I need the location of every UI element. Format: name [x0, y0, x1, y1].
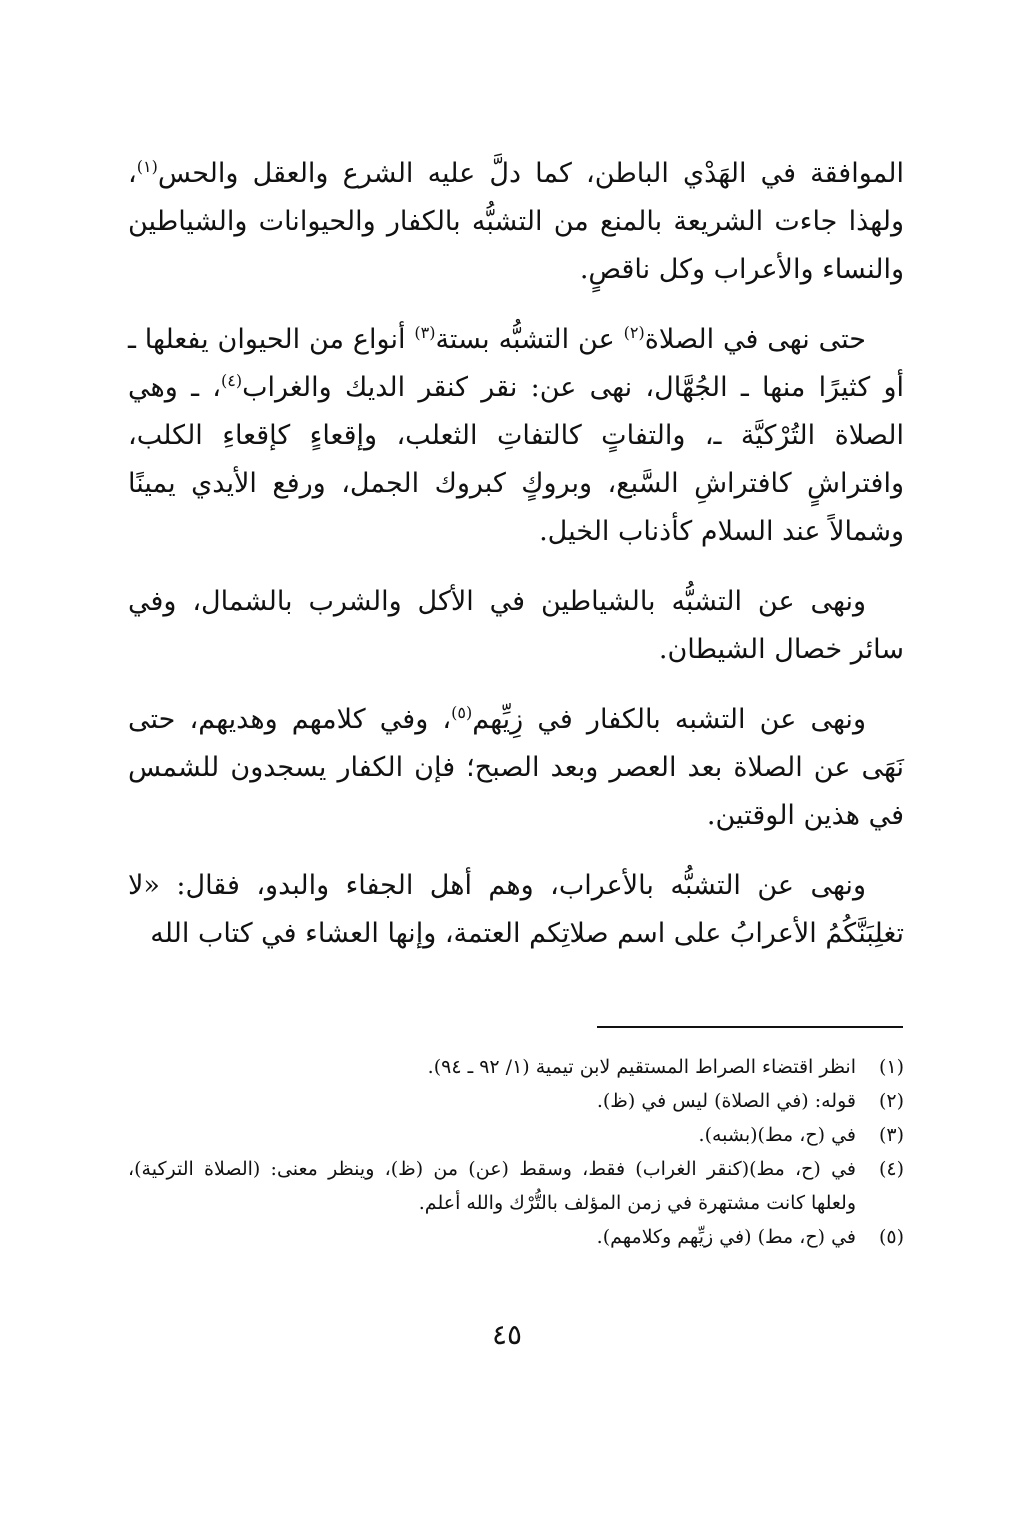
paragraph-text: ، وفي كلامهم وهديهم، حتى نَهَى عن الصلاة بعد العصر وبعد الصبح؛ فإن الكفار يسجدون للشمس في هذين الوقتين. — [128, 704, 904, 831]
footnote-number: (٢) — [878, 1090, 904, 1112]
footnote-text: في (ح، مط) (في زيِّهم وكلامهم). — [596, 1226, 856, 1248]
paragraph-text: ونهى عن التشبه بالكفار في زِيِّهم — [472, 704, 866, 735]
paragraph-text: ، ولهذا جاءت الشريعة بالمنع من التشبُّه بالكفار والحيوانات والشياطين والنساء والأعراب وكل ناقصٍ. — [128, 158, 904, 285]
footnote-number: (٣) — [878, 1124, 904, 1146]
paragraph-text: ونهى عن التشبُّه بالشياطين في الأكل والشرب بالشمال، وفي سائر خصال الشيطان. — [128, 586, 904, 665]
footnote — [128, 1118, 904, 1152]
paragraph-text: الموافقة في الهَدْي الباطن، كما دلَّ عليه الشرع والعقل والحس — [157, 158, 904, 189]
paragraph — [128, 696, 904, 840]
footnote-marker: (١) — [136, 157, 158, 176]
page-number: ٤٥ — [491, 1318, 523, 1351]
footnote-text: انظر اقتضاء الصراط المستقيم لابن تيمية (١/ ٩٢ ـ ٩٤). — [427, 1056, 856, 1078]
footnote-marker: (٤) — [220, 371, 243, 390]
paragraph-text: عن التشبُّه بستة — [435, 324, 624, 355]
footnote — [128, 1084, 904, 1118]
footnote-marker: (٣) — [414, 323, 436, 342]
footnote-number: (١) — [878, 1056, 904, 1078]
paragraph — [128, 578, 904, 674]
footnote-marker: (٢) — [623, 323, 645, 342]
paragraph-text: حتى نهى في الصلاة — [644, 324, 866, 355]
paragraph-text: أنواع من الحيوان يفعلها ـ أو كثيرًا منها ـ الجُهَّال، نهى عن: نقر كنقر الديك والغراب — [128, 324, 904, 403]
paragraph — [128, 150, 904, 294]
footnote — [128, 1152, 904, 1220]
footnote-separator — [597, 1026, 903, 1028]
main-text — [128, 150, 904, 980]
footnote-marker: (٥) — [451, 703, 473, 722]
paragraph-text: ونهى عن التشبُّه بالأعراب، وهم أهل الجفاء والبدو، فقال: «لا تغلِبَنَّكُمُ الأعرابُ على اسم صلاتِكم العتمة، وإنها العشاء في كتاب الله — [128, 870, 904, 949]
footnote-text: في (ح، مط)(كنقر الغراب) فقط، وسقط (عن) من (ظ)، وينظر معنى: (الصلاة التركية)، ولعلها كانت مشتهرة في زمن المؤلف بالتُّرْك والله أعلم. — [128, 1158, 856, 1214]
footnotes — [128, 1050, 904, 1254]
paragraph-text: ، ـ وهي الصلاة التُرْكيَّة ـ، والتفاتٍ كالتفاتِ الثعلب، وإقعاءٍ كإقعاءِ الكلب، وافتراشٍ كافتراشِ السَّبع، وبروكٍ كبروك الجمل، ورفع الأيدي يمينًا وشمالاً عند السلام كأذناب الخيل. — [128, 372, 904, 547]
footnote — [128, 1220, 904, 1254]
footnote-number: (٥) — [878, 1226, 904, 1248]
footnote-text: في (ح، مط)(بشبه). — [698, 1124, 856, 1146]
footnote-text: قوله: (في الصلاة) ليس في (ظ). — [596, 1090, 856, 1112]
paragraph — [128, 862, 904, 958]
footnote — [128, 1050, 904, 1084]
footnote-number: (٤) — [878, 1158, 904, 1180]
paragraph — [128, 316, 904, 556]
